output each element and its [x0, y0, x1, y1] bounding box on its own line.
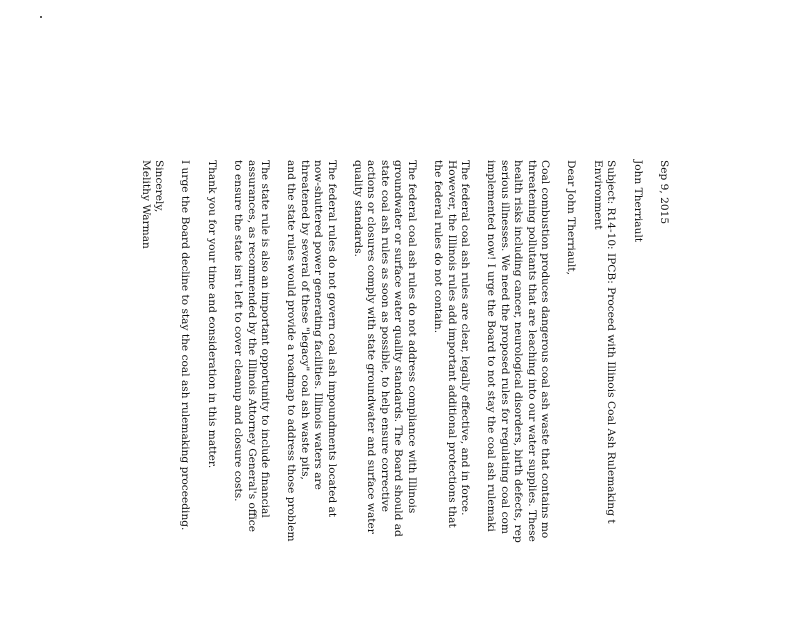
- text-line: and the state rules would provide a roadmap to address those problem: [285, 160, 298, 542]
- paragraph-7: I urge the Board decline to stay the coal ash rulemaking proceeding.: [179, 160, 192, 531]
- signature-name: Melithy Warman: [139, 160, 152, 249]
- text-line: quality standards.: [352, 160, 365, 257]
- paragraph-2: [431, 160, 471, 618]
- text-line: The federal coal ash rules are clear, legally effective, and in force.: [458, 160, 471, 516]
- text-line: to ensure the state isn't left to cover cleanup and closure costs.: [232, 160, 245, 502]
- text-line: state coal ash rules as soon as possible, to help ensure corrective: [378, 160, 391, 513]
- letter-date: Sep 9, 2015: [658, 160, 670, 225]
- subject-line: Subject: R14-10: IPCB: Proceed with Illinois Coal Ash Rulemaking t: [605, 160, 618, 524]
- text-line: assurances, as recommended by the Illinois Attorney General's office: [245, 160, 258, 532]
- letter-recipient: John Therriault: [631, 160, 644, 243]
- closing: Sincerely,: [153, 160, 166, 213]
- letter-salutation: Dear John Therriault,: [565, 160, 578, 275]
- text-line: now-shuttered power generating facilities. Illinois waters are: [312, 160, 325, 490]
- text-line: implemented now! I urge the Board to not stay the coal ash rulemaki: [485, 160, 498, 532]
- letter-signoff: [138, 160, 165, 618]
- letter-body: [139, 160, 670, 618]
- text-line: serious illnesses. We need the proposed rules for regulating coal com: [498, 160, 511, 534]
- text-line: the federal rules do not contain.: [432, 160, 445, 334]
- paragraph-6: Thank you for your time and consideration in this matter.: [205, 160, 218, 469]
- text-line: The federal rules do not govern coal ash impoundments located at: [325, 160, 338, 518]
- text-line: health risks including cancer, neurological disorders, birth defects, rep: [512, 160, 525, 543]
- scan-speck: [40, 16, 42, 18]
- paragraph-3: [351, 160, 418, 618]
- paragraph-1: [484, 160, 551, 618]
- text-line: The federal coal ash rules do not address compliance with Illinois: [405, 160, 418, 514]
- text-line: threatening pollutants that are leaching into our water supplies. These: [525, 160, 538, 542]
- paragraph-5: [231, 160, 271, 618]
- text-line: Coal combustion produces dangerous coal ash waste that contains mo: [538, 160, 551, 539]
- text-line: However, the Illinois rules add important additional protections that: [445, 160, 458, 528]
- text-line: The state rule is also an important opportunity to include financial: [259, 160, 272, 518]
- subject-line: Environment: [591, 160, 604, 230]
- text-line: groundwater or surface water quality standards. The Board should ad: [392, 160, 405, 537]
- text-line: threatened by several of these "legacy" coal ash waste pits,: [298, 160, 311, 480]
- paragraph-4: [284, 160, 338, 618]
- letter-subject: [590, 160, 617, 618]
- text-line: actions or closures comply with state groundwater and surface water: [365, 160, 378, 534]
